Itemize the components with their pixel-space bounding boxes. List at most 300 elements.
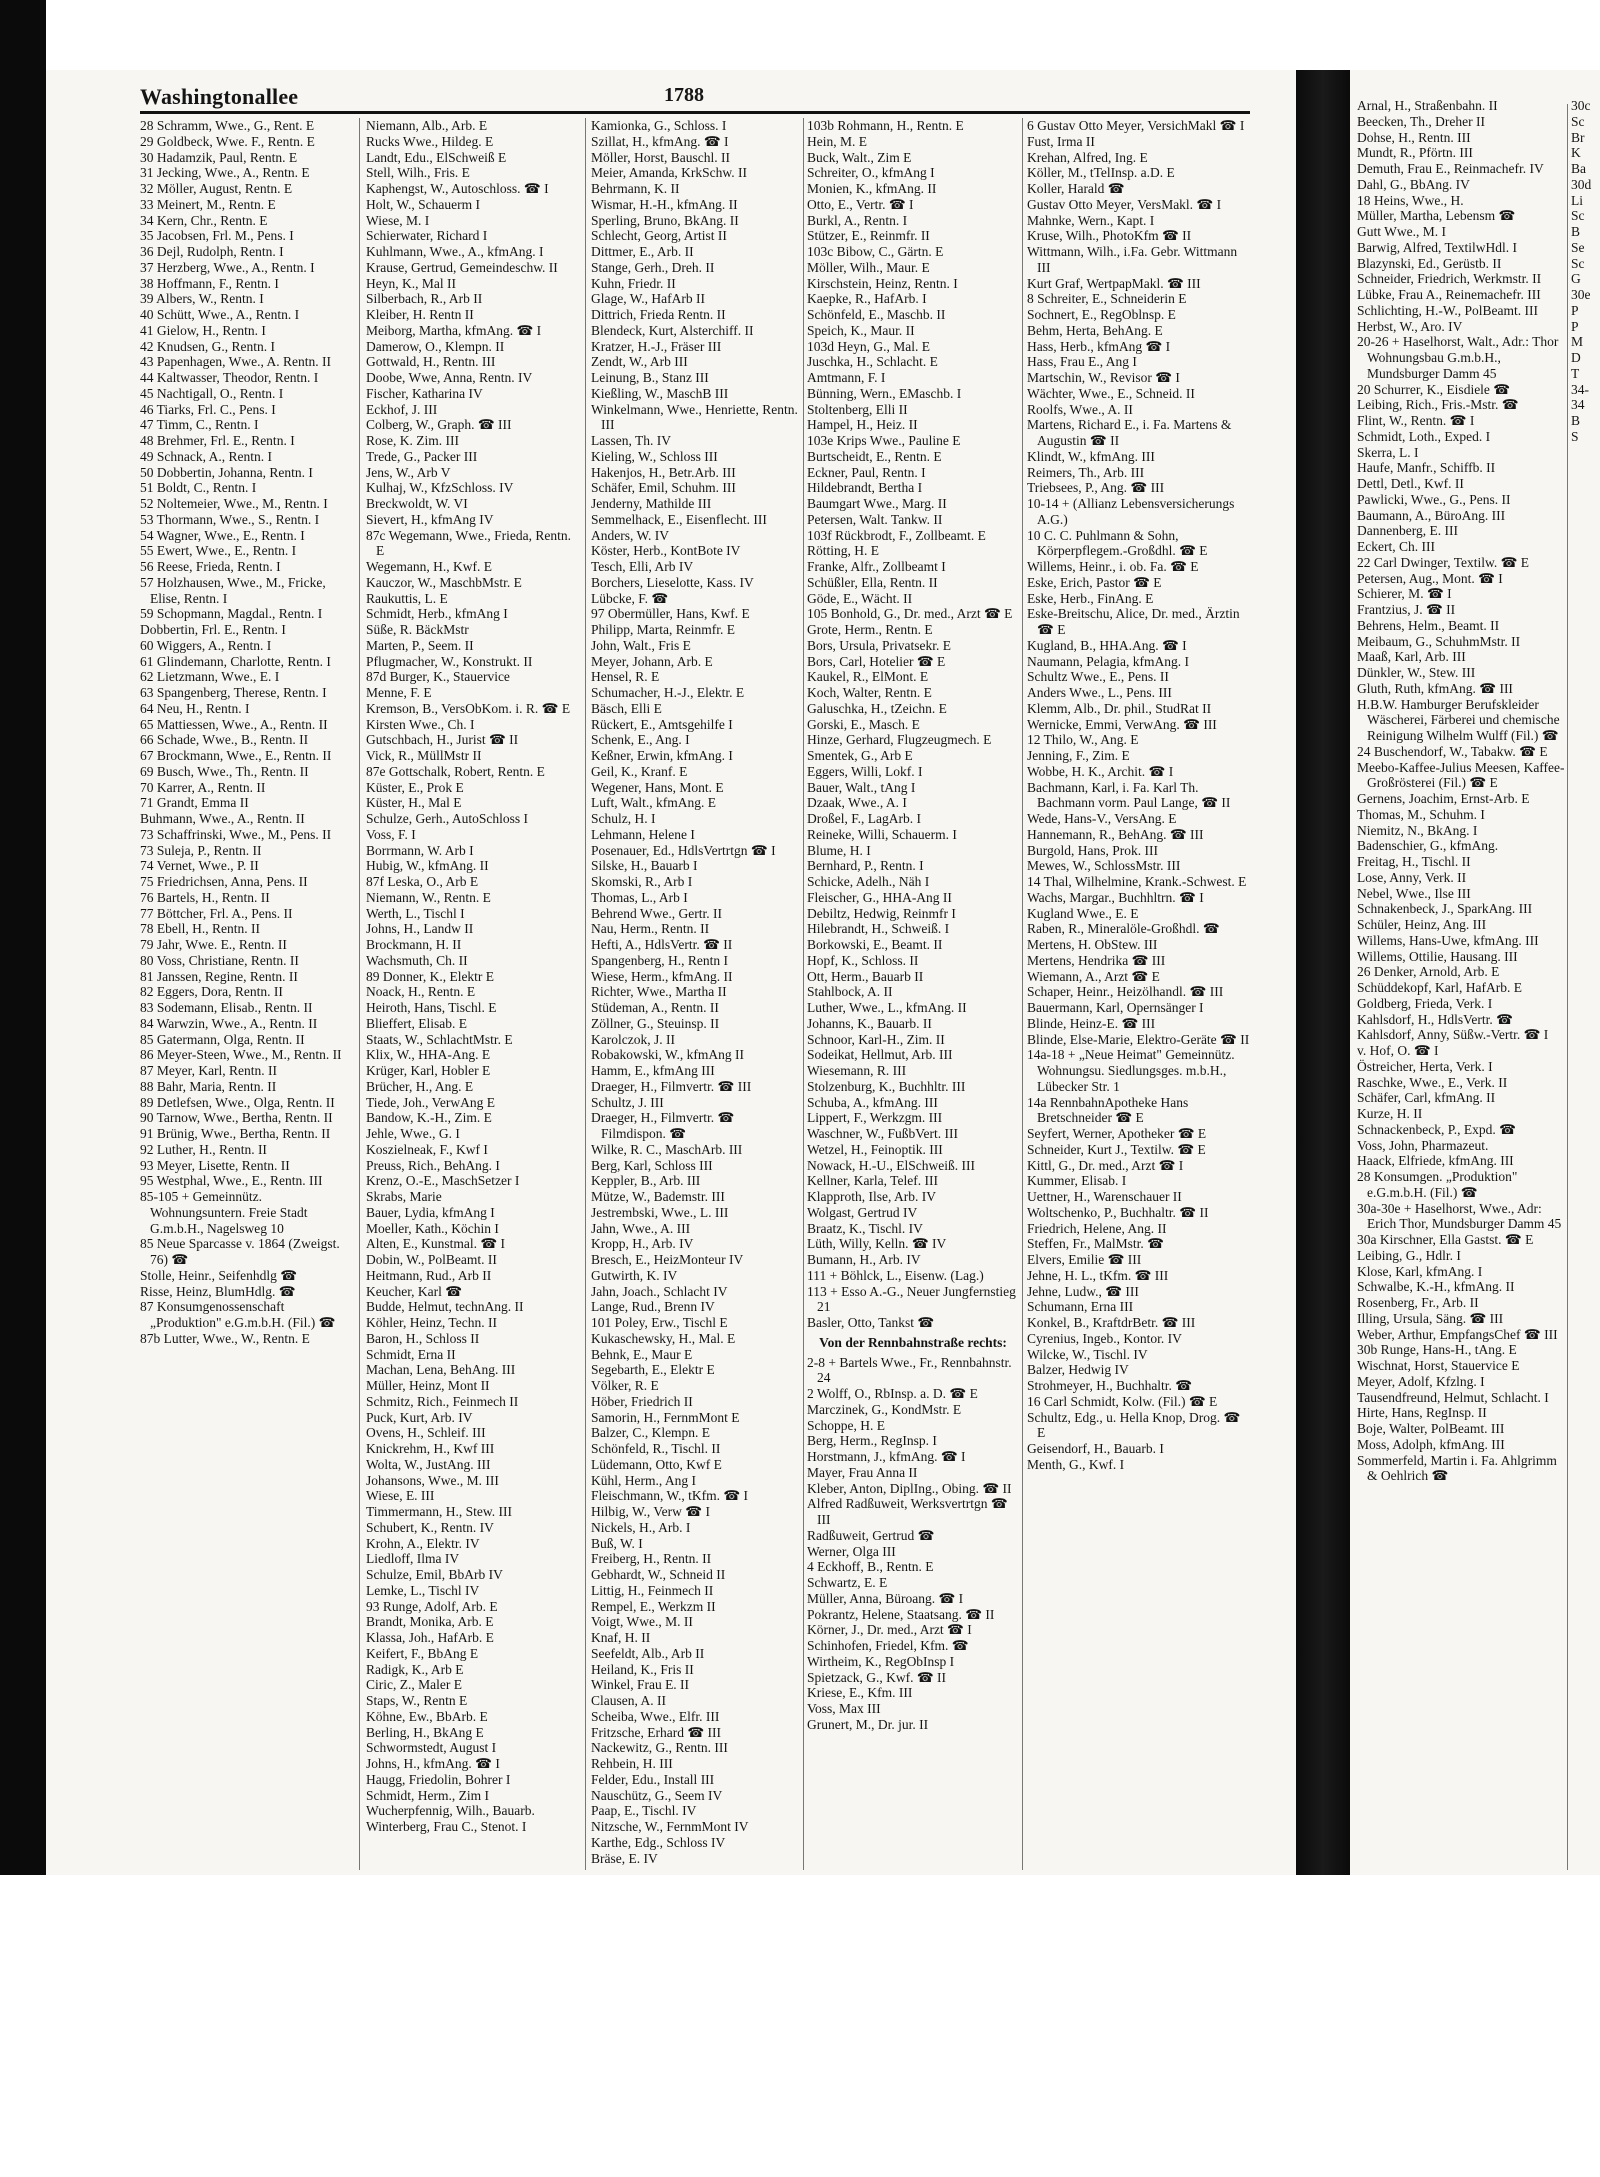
- directory-entry: 74 Vernet, Wwe., P. II: [140, 858, 259, 874]
- directory-entry: Badenschier, G., kfmAng.: [1357, 838, 1499, 854]
- directory-entry: Kaphengst, W., Autoschloss. ☎ I: [366, 181, 549, 196]
- directory-entry: Dittmer, E., Arb. II: [591, 244, 694, 259]
- directory-entry: Ott, Herm., Bauarb II: [807, 968, 924, 984]
- directory-entry: 26 Denker, Arnold, Arb. E: [1357, 964, 1500, 980]
- directory-entry: Wischnat, Horst, Stauervice E: [1357, 1358, 1520, 1373]
- directory-entry: Wegemann, H., Kwf. E: [366, 559, 493, 574]
- directory-entry: Johns, H., Landw II: [366, 921, 474, 937]
- directory-entry: P: [1571, 318, 1579, 334]
- directory-entry: Thomas, L., Arb I: [591, 889, 688, 905]
- directory-entry: 87c Wegemann, Wwe., Frieda, Rentn. E: [366, 527, 575, 559]
- book-gutter-shadow: [1296, 70, 1350, 1875]
- directory-entry: Arnal, H., Straßenbahn. II: [1357, 98, 1498, 113]
- directory-entry: Köller, M., tTelInsp. a.D. E: [1027, 165, 1175, 181]
- directory-entry: Woltschenko, P., Buchhaltr. ☎ II: [1027, 1204, 1209, 1220]
- directory-entry: Dahl, G., BbAng. IV: [1357, 176, 1470, 192]
- directory-entry: Schneider, Friedrich, Werkmstr. II: [1357, 271, 1542, 287]
- directory-entry: Rucks Wwe., Hildeg. E: [366, 133, 494, 149]
- directory-entry: Fust, Irma II: [1027, 133, 1095, 149]
- directory-entry: H.B.W. Hamburger Berufskleider Wäscherei, Färberei und chemische Reinigung Wilhelm Wulff (Fil.) ☎: [1357, 696, 1564, 743]
- directory-entry: B: [1571, 413, 1581, 428]
- directory-entry: John, Walt., Fris E: [591, 637, 691, 653]
- directory-entry: 103f Rückbrodt, F., Zollbeamt. E: [807, 527, 986, 543]
- directory-entry: 30d: [1571, 176, 1592, 192]
- directory-entry: 95 Westphal, Wwe., E., Rentn. III: [140, 1173, 323, 1189]
- directory-entry: Bauer, Lydia, kfmAng I: [366, 1204, 495, 1220]
- directory-entry: Krüger, Karl, Hobler E: [366, 1063, 491, 1078]
- directory-entry: Anders Wwe., L., Pens. III: [1027, 685, 1172, 700]
- directory-entry: Keppler, B., Arb. III: [591, 1173, 701, 1189]
- directory-entry: Alfred Radßuweit, Werksvertrtgn ☎ III: [807, 1496, 1012, 1527]
- directory-entry: Leinung, B., Stanz III: [591, 370, 709, 385]
- directory-entry: Hass, Frau E., Ang I: [1027, 354, 1137, 370]
- directory-entry: Grote, Herm., Rentn. E: [807, 622, 933, 637]
- directory-entry: Krause, Gertrud, Gemeindeschw. II: [366, 259, 558, 275]
- directory-entry: Winterberg, Frau C., Stenot. I: [366, 1819, 527, 1834]
- directory-entry: Rempel, E., Werkzm II: [591, 1598, 716, 1614]
- directory-entry: Gluth, Ruth, kfmAng. ☎ III: [1357, 680, 1513, 696]
- directory-entry: Grunert, M., Dr. jur. II: [807, 1716, 929, 1732]
- directory-entry: Bünning, Wern., EMaschb. I: [807, 385, 962, 401]
- directory-entry: Schnakenbeck, J., SparkAng. III: [1357, 901, 1533, 917]
- directory-entry: Ciric, Z., Maler E: [366, 1677, 462, 1693]
- directory-entry: Schubert, K., Rentn. IV: [366, 1519, 494, 1535]
- directory-entry: 30 Hadamzik, Paul, Rentn. E: [140, 149, 298, 165]
- directory-entry: Brandt, Monika, Arb. E: [366, 1614, 494, 1630]
- directory-entry: Ovens, H., Schleif. III: [366, 1425, 486, 1441]
- directory-entry: 91 Brünig, Wwe., Bertha, Rentn. II: [140, 1126, 331, 1141]
- directory-entry: Draeger, H., Filmvertr. ☎ Filmdispon. ☎: [591, 1110, 738, 1141]
- directory-entry: Dobin, W., PolBeamt. II: [366, 1252, 497, 1267]
- directory-entry: Felder, Edu., Install III: [591, 1771, 715, 1787]
- directory-column-5: [1027, 118, 1251, 1873]
- directory-entry: Buck, Walt., Zim E: [807, 149, 912, 165]
- directory-entry: Segebarth, E., Elektr E: [591, 1362, 715, 1378]
- directory-entry: Boje, Walter, PolBeamt. III: [1357, 1421, 1505, 1436]
- directory-entry: Hensel, R. E: [591, 669, 660, 685]
- directory-entry: Koch, Walter, Rentn. E: [807, 685, 932, 700]
- directory-entry: Gutschbach, H., Jurist ☎ II: [366, 732, 519, 748]
- directory-entry: Heitmann, Rud., Arb II: [366, 1267, 492, 1283]
- directory-entry: Fleischmann, W., tKfm. ☎ I: [591, 1488, 749, 1504]
- directory-entry: Werner, Olga III: [807, 1543, 896, 1559]
- directory-entry: Hinze, Gerhard, Flugzeugmech. E: [807, 732, 992, 748]
- directory-entry: Schüler, Heinz, Ang. III: [1357, 917, 1487, 932]
- directory-entry: 81 Janssen, Regine, Rentn. II: [140, 968, 298, 984]
- directory-entry: Pokrantz, Helene, Staatsang. ☎ II: [807, 1606, 995, 1622]
- directory-entry: Dobbertin, Frl. E., Rentn. I: [140, 622, 286, 637]
- directory-entry: Posenauer, Ed., HdlsVertrtgn ☎ I: [591, 842, 776, 858]
- directory-entry: 84 Warwzin, Wwe., A., Rentn. II: [140, 1015, 318, 1031]
- directory-entry: Stange, Gerh., Dreh. II: [591, 259, 715, 275]
- directory-entry: Mewes, W., SchlossMstr. III: [1027, 858, 1181, 874]
- directory-entry: Berg, Karl, Schloss III: [591, 1157, 713, 1173]
- directory-entry: Sperling, Bruno, BkAng. II: [591, 212, 739, 228]
- directory-entry: Buhmann, Wwe., A., Rentn. II: [140, 811, 305, 826]
- directory-entry: Wolgast, Gertrud IV: [807, 1204, 918, 1220]
- directory-entry: Wucherpfennig, Wilh., Bauarb.: [366, 1803, 535, 1819]
- directory-entry: Triebsees, P., Ang. ☎ III: [1027, 480, 1165, 496]
- directory-entry: Bandow, K.-H., Zim. E: [366, 1110, 492, 1126]
- directory-entry: 34 Kern, Chr., Rentn. E: [140, 212, 268, 228]
- directory-entry: Schäfer, Carl, kfmAng. II: [1357, 1090, 1496, 1106]
- directory-entry: Wetzel, H., Feinoptik. III: [807, 1141, 943, 1157]
- directory-entry: Franke, Alfr., Zollbeamt I: [807, 559, 946, 574]
- directory-entry: Wolta, W., JustAng. III: [366, 1456, 491, 1472]
- directory-entry: Köhne, Ew., BbArb. E: [366, 1708, 488, 1724]
- directory-entry: 80 Voss, Christiane, Rentn. II: [140, 952, 299, 968]
- directory-entry: Blume, H. I: [807, 842, 871, 858]
- directory-entry: Schwartz, E. E: [807, 1575, 888, 1590]
- directory-entry: Göde, E., Wächt. II: [807, 590, 913, 606]
- directory-entry: Johansons, Wwe., M. III: [366, 1472, 499, 1488]
- directory-entry: Colberg, W., Graph. ☎ III: [366, 417, 512, 433]
- directory-entry: Galuschka, H., tZeichn. E: [807, 700, 947, 716]
- directory-entry: Behrens, Helm., Beamt. II: [1357, 617, 1500, 633]
- directory-entry: 90 Tarnow, Wwe., Bertha, Rentn. II: [140, 1110, 333, 1126]
- directory-entry: Nitzsche, W., FernmMont IV: [591, 1819, 749, 1834]
- directory-entry: Spangenberg, H., Rentn I: [591, 952, 728, 968]
- directory-entry: Elvers, Emilie ☎ III: [1027, 1252, 1142, 1267]
- directory-entry: Hubig, W., kfmAng. II: [366, 858, 489, 874]
- directory-entry: Baumgart Wwe., Marg. II: [807, 496, 947, 511]
- directory-entry: 113 + Esso A.-G., Neuer Jungfernstieg 21: [807, 1283, 1019, 1315]
- directory-entry: 87 Konsumgenossenschaft „Produktion" e.G.m.b.H. (Fil.) ☎: [140, 1299, 336, 1330]
- directory-entry: 88 Bahr, Maria, Rentn. II: [140, 1078, 277, 1094]
- directory-entry: Stell, Wilh., Fris. E: [366, 165, 470, 181]
- directory-entry: Schmidt, Herb., kfmAng I: [366, 606, 508, 622]
- directory-entry: 46 Tiarks, Frl. C., Pens. I: [140, 401, 276, 417]
- directory-entry: Haufe, Manfr., Schiffb. II: [1357, 460, 1496, 476]
- directory-entry: 73 Schaffrinski, Wwe., M., Pens. II: [140, 826, 332, 842]
- directory-entry: Pawlicki, Wwe., G., Pens. II: [1357, 491, 1511, 507]
- directory-entry: 85 Gatermann, Olga, Rentn. II: [140, 1031, 305, 1047]
- directory-entry: S: [1571, 428, 1579, 444]
- directory-entry: Preuss, Rich., BehAng. I: [366, 1157, 500, 1173]
- directory-entry: Lassen, Th. IV: [591, 433, 671, 448]
- directory-entry: Nau, Herm., Rentn. II: [591, 921, 710, 937]
- directory-entry: Voss, Max III: [807, 1701, 881, 1716]
- directory-entry: Jahn, Wwe., A. III: [591, 1220, 691, 1236]
- directory-entry: Meiborg, Martha, kfmAng. ☎ I: [366, 322, 542, 338]
- directory-entry: Kratzer, H.-J., Fräser III: [591, 338, 722, 354]
- directory-entry: Kaepke, R., HafArb. I: [807, 291, 927, 307]
- directory-entry: Klapproth, Ilse, Arb. IV: [807, 1189, 936, 1204]
- directory-entry: 89 Donner, K., Elektr E: [366, 968, 495, 984]
- directory-entry: K: [1571, 145, 1581, 161]
- directory-entry: Risse, Heinz, BlumHdlg. ☎: [140, 1283, 296, 1299]
- directory-entry: Borchers, Lieselotte, Kass. IV: [591, 574, 754, 590]
- directory-entry: Robakowski, W., kfmAng II: [591, 1047, 744, 1063]
- directory-entry: Eske-Breitschu, Alice, Dr. med., Ärztin ☎ E: [1027, 606, 1243, 637]
- directory-entry: Schaper, Heinr., Heizölhandl. ☎ III: [1027, 984, 1224, 1000]
- directory-entry: Willems, Hans-Uwe, kfmAng. III: [1357, 932, 1539, 948]
- directory-entry: Schwormstedt, August I: [366, 1740, 497, 1756]
- directory-entry: Geisendorf, H., Bauarb. I: [1027, 1441, 1164, 1456]
- directory-entry: Eggers, Willi, Lokf. I: [807, 763, 923, 779]
- directory-entry: 61 Glindemann, Charlotte, Rentn. I: [140, 653, 331, 669]
- directory-entry: Eckhof, J. III: [366, 401, 438, 417]
- directory-entry: 34-: [1571, 381, 1589, 397]
- directory-entry: 63 Spangenberg, Therese, Rentn. I: [140, 685, 327, 700]
- directory-entry: Alten, E., Kunstmal. ☎ I: [366, 1236, 506, 1252]
- directory-entry: 69 Busch, Wwe., Th., Rentn. II: [140, 763, 309, 779]
- directory-entry: Steffen, Fr., MalMstr. ☎: [1027, 1236, 1164, 1252]
- directory-entry: Klassa, Joh., HafArb. E: [366, 1630, 494, 1645]
- directory-entry: 12 Thilo, W., Ang. E: [1027, 732, 1139, 748]
- directory-entry: Schreiter, O., kfmAng I: [807, 165, 935, 181]
- directory-entry: Se: [1571, 239, 1585, 255]
- directory-entry: Timmermann, H., Stew. III: [366, 1504, 512, 1519]
- directory-entry: Vick, R., MüllMstr II: [366, 748, 482, 763]
- directory-entry: Schumann, Erna III: [1027, 1299, 1134, 1315]
- directory-entry: Wächter, Wwe., E., Schneid. II: [1027, 385, 1195, 401]
- directory-entry: Skerra, L. I: [1357, 444, 1419, 460]
- directory-entry: Schlichting, H.-W., PolBeamt. III: [1357, 302, 1538, 318]
- directory-entry: 41 Gielow, H., Rentn. I: [140, 322, 266, 338]
- directory-entry: Droßel, F., LagArb. I: [807, 811, 922, 826]
- directory-entry: Anders, W. IV: [591, 527, 669, 543]
- directory-entry: Wobbe, H. K., Archit. ☎ I: [1027, 763, 1174, 779]
- directory-entry: Damerow, O., Klempn. II: [366, 338, 505, 354]
- directory-entry: Behm, Herta, BehAng. E: [1027, 322, 1163, 338]
- directory-entry: Raukuttis, L. E: [366, 590, 448, 606]
- directory-entry: Kropp, H., Arb. IV: [591, 1236, 694, 1252]
- directory-entry: Breckwoldt, W. VI: [366, 496, 468, 511]
- directory-entry: Kirschstein, Heinz, Rentn. I: [807, 275, 958, 291]
- directory-entry: Wiese, E. III: [366, 1488, 435, 1504]
- directory-entry: Liedloff, Ilma IV: [366, 1551, 460, 1567]
- header-rule: [140, 111, 1250, 114]
- directory-entry: Klindt, W., kfmAng. III: [1027, 448, 1155, 464]
- directory-entry: Hamm, E., kfmAng III: [591, 1063, 715, 1078]
- directory-entry: 97 Obermüller, Hans, Kwf. E: [591, 606, 750, 622]
- directory-entry: 82 Eggers, Dora, Rentn. II: [140, 984, 283, 1000]
- directory-entry: 83 Sodemann, Elisab., Rentn. II: [140, 1000, 313, 1015]
- directory-entry: Schönfeld, R., Tischl. II: [591, 1441, 721, 1456]
- directory-entry: Brockmann, H. II: [366, 937, 462, 952]
- directory-entry: Paap, E., Tischl. IV: [591, 1803, 697, 1819]
- directory-entry: Wirtheim, K., RegObInsp I: [807, 1653, 955, 1669]
- directory-entry: 85-105 + Gemeinnütz. Wohnungsuntern. Freie Stadt G.m.b.H., Nagelsweg 10: [140, 1189, 311, 1236]
- directory-entry: Wiemann, A., Arzt ☎ E: [1027, 968, 1160, 984]
- directory-entry: 103e Krips Wwe., Pauline E: [807, 433, 961, 448]
- directory-entry: 87b Lutter, Wwe., W., Rentn. E: [140, 1330, 310, 1346]
- directory-entry: Schultz Wwe., E., Pens. II: [1027, 669, 1169, 685]
- directory-entry: Blazynski, Ed., Gerüstb. II: [1357, 255, 1502, 271]
- directory-entry: Basler, Otto, Tankst ☎: [807, 1315, 935, 1330]
- directory-column-7-cropped: [1571, 98, 1600, 1853]
- directory-entry: Kießling, W., MaschB III: [591, 385, 729, 401]
- directory-entry: Barwig, Alfred, TextilwHdl. I: [1357, 239, 1518, 255]
- directory-entry: 93 Runge, Adolf, Arb. E: [366, 1598, 498, 1614]
- directory-entry: Schüddekopf, Karl, HafArb. E: [1357, 980, 1522, 995]
- directory-entry: 30a Kirschner, Ella Gastst. ☎ E: [1357, 1232, 1534, 1247]
- directory-entry: Puck, Kurt, Arb. IV: [366, 1409, 473, 1425]
- directory-entry: Sochnert, E., RegOblnsp. E: [1027, 307, 1176, 322]
- directory-entry: Wede, Hans-V., VersAng. E: [1027, 811, 1177, 826]
- directory-entry: Blendeck, Kurt, Alsterchiff. II: [591, 322, 754, 338]
- directory-entry: Ba: [1571, 161, 1586, 176]
- directory-entry: 53 Thormann, Wwe., S., Rentn. I: [140, 511, 320, 527]
- directory-entry: Willems, Ottilie, Hausang. III: [1357, 948, 1518, 964]
- directory-entry: 48 Brehmer, Frl. E., Rentn. I: [140, 433, 295, 448]
- directory-entry: Niemann, W., Rentn. E: [366, 889, 491, 905]
- directory-entry: Reineke, Willi, Schauerm. I: [807, 826, 957, 842]
- directory-entry: 35 Jacobsen, Frl. M., Pens. I: [140, 228, 294, 244]
- directory-entry: Kahlsdorf, Anny, Süßw.-Vertr. ☎ I: [1357, 1027, 1549, 1043]
- directory-entry: Haugg, Friedolin, Bohrer I: [366, 1771, 511, 1787]
- directory-entry: 55 Ewert, Wwe., E., Rentn. I: [140, 543, 297, 559]
- directory-entry: Thomas, M., Schuhm. I: [1357, 806, 1485, 822]
- directory-entry: Kugland Wwe., E. E: [1027, 905, 1139, 921]
- directory-entry: 14a-18 + „Neue Heimat" Gemeinnütz. Wohnungsu. Siedlungsges. m.b.H., Lübecker Str. 1: [1027, 1047, 1238, 1094]
- directory-entry: Karthe, Edg., Schloss IV: [591, 1834, 726, 1850]
- directory-entry: Stoltenberg, Elli II: [807, 401, 908, 417]
- directory-entry: Staats, W., SchlachtMstr. E: [366, 1031, 513, 1047]
- directory-entry: Koller, Harald ☎: [1027, 181, 1125, 196]
- directory-entry: Schulze, Emil, BbArb IV: [366, 1567, 503, 1582]
- directory-entry: Meyer, Adolf, Kfzlng. I: [1357, 1373, 1485, 1389]
- directory-entry: Waschner, W., FußbVert. III: [807, 1126, 958, 1141]
- directory-entry: 28 Schramm, Wwe., G., Rent. E: [140, 118, 315, 133]
- directory-entry: Dannenberg, E. III: [1357, 523, 1458, 539]
- directory-entry: Knaf, H. II: [591, 1630, 651, 1645]
- directory-entry: Dettl, Detl., Kwf. II: [1357, 476, 1464, 491]
- directory-entry: Fleischer, G., HHA-Ang II: [807, 889, 952, 905]
- directory-entry: Krenz, O.-E., MaschSetzer I: [366, 1173, 520, 1189]
- directory-entry: Gottwald, H., Rentn. III: [366, 354, 496, 370]
- directory-entry: Glage, W., HafArb II: [591, 291, 705, 307]
- directory-entry: Machan, Lena, BehAng. III: [366, 1362, 516, 1378]
- directory-entry: Jenderny, Mathilde III: [591, 496, 712, 511]
- directory-entry: Monien, K., kfmAng. II: [807, 181, 937, 196]
- directory-entry: Lemke, L., Tischl IV: [366, 1582, 480, 1598]
- directory-entry: Küster, H., Mal E: [366, 795, 462, 811]
- directory-entry: Stolle, Heinr., Seifenhdlg ☎: [140, 1267, 298, 1283]
- directory-entry: Spietzack, G., Kwf. ☎ II: [807, 1669, 947, 1685]
- directory-entry: Voss, John, Pharmazeut.: [1357, 1137, 1489, 1153]
- directory-entry: Leibing, Rich., Fris.-Mstr. ☎: [1357, 397, 1519, 413]
- directory-entry: Burtscheidt, E., Rentn. E: [807, 448, 942, 464]
- directory-entry: Stahlbock, A. II: [807, 984, 893, 1000]
- directory-entry: Nowack, H.-U., ElSchweiß. III: [807, 1157, 975, 1173]
- directory-entry: Kühl, Herm., Ang I: [591, 1472, 696, 1488]
- directory-entry: Otto, E., Vertr. ☎ I: [807, 196, 914, 212]
- directory-entry: 24 Buschendorf, W., Tabakw. ☎ E: [1357, 743, 1548, 759]
- directory-entry: Mayer, Frau Anna II: [807, 1464, 918, 1480]
- directory-entry: Kurt Graf, WertpapMakl. ☎ III: [1027, 275, 1201, 291]
- directory-entry: 28 Konsumgen. „Produktion" e.G.m.b.H. (Fil.) ☎: [1357, 1169, 1521, 1200]
- directory-entry: Mertens, Hendrika ☎ III: [1027, 952, 1166, 968]
- directory-entry: 39 Albers, W., Rentn. I: [140, 291, 264, 307]
- directory-entry: Willems, Heinr., i. ob. Fa. ☎ E: [1027, 559, 1199, 574]
- directory-entry: Kamionka, G., Schloss. I: [591, 118, 727, 133]
- directory-entry: Beecken, Th., Dreher II: [1357, 113, 1485, 129]
- directory-entry: 54 Wagner, Wwe., E., Rentn. I: [140, 527, 305, 543]
- directory-entry: Wiesemann, R. III: [807, 1063, 907, 1078]
- directory-entry: 78 Ebell, H., Rentn. II: [140, 921, 260, 937]
- directory-entry: Scheiba, Wwe., Elfr. III: [591, 1708, 720, 1724]
- directory-entry: Johanns, K., Bauarb. II: [807, 1015, 932, 1031]
- directory-entry: 16 Carl Schmidt, Kolw. (Fil.) ☎ E: [1027, 1393, 1218, 1409]
- directory-entry: Nauschütz, G., Seem IV: [591, 1787, 723, 1803]
- directory-entry: Samorin, H., FernmMont E: [591, 1409, 740, 1425]
- directory-entry: 30e: [1571, 287, 1591, 302]
- directory-entry: M: [1571, 334, 1584, 350]
- directory-entry: Schäfer, Emil, Schuhm. III: [591, 480, 736, 496]
- column-divider: [803, 118, 804, 1870]
- directory-entry: 101 Poley, Erw., Tischl E: [591, 1315, 728, 1330]
- directory-entry: Hildebrandt, Bertha I: [807, 480, 923, 496]
- directory-entry: Müller, Martha, Lebensm ☎: [1357, 208, 1516, 224]
- directory-entry: Gustav Otto Meyer, VersMakl. ☎ I: [1027, 196, 1222, 212]
- directory-entry: 18 Heins, Wwe., H.: [1357, 192, 1464, 208]
- directory-entry: 10-14 + (Allianz Lebensversicherungs A.G.): [1027, 496, 1238, 527]
- directory-entry: Kriese, E., Kfm. III: [807, 1685, 913, 1701]
- directory-entry: Werth, L., Tischl I: [366, 905, 465, 921]
- directory-entry: 8 Schreiter, E., Schneiderin E: [1027, 291, 1187, 307]
- directory-entry: Hein, M. E: [807, 133, 867, 149]
- directory-entry: Mütze, W., Bademstr. III: [591, 1189, 725, 1204]
- directory-entry: Schierer, M. ☎ I: [1357, 586, 1452, 602]
- directory-entry: Kruse, Wilh., PhotoKfm ☎ II: [1027, 228, 1192, 244]
- directory-entry: Tesch, Elli, Arb IV: [591, 559, 694, 574]
- directory-entry: Brücher, H., Ang. E: [366, 1078, 474, 1094]
- directory-entry: 52 Noltemeier, Wwe., M., Rentn. I: [140, 496, 328, 511]
- directory-entry: Luther, Wwe., L., kfmAng. II: [807, 1000, 967, 1015]
- directory-entry: Meibaum, G., SchuhmMstr. II: [1357, 633, 1521, 649]
- directory-entry: Hampel, H., Heiz. II: [807, 417, 918, 433]
- directory-entry: 44 Kaltwasser, Theodor, Rentn. I: [140, 370, 319, 385]
- directory-entry: Juschka, H., Schlacht. E: [807, 354, 938, 370]
- directory-entry: Goldberg, Frieda, Verk. I: [1357, 995, 1493, 1011]
- directory-entry: 111 + Böhlck, L., Eisenw. (Lag.): [807, 1267, 984, 1283]
- directory-entry: Mertens, H. ObStew. III: [1027, 937, 1158, 952]
- directory-entry: Hirte, Hans, RegInsp. II: [1357, 1405, 1487, 1421]
- directory-entry: Behrend Wwe., Gertr. II: [591, 905, 722, 921]
- directory-entry: Jahn, Joach., Schlacht IV: [591, 1283, 728, 1299]
- directory-entry: Mahnke, Wern., Kapt. I: [1027, 212, 1155, 228]
- directory-entry: Seyfert, Werner, Apotheker ☎ E: [1027, 1126, 1207, 1141]
- directory-entry: Möller, Horst, Bauschl. II: [591, 149, 730, 165]
- directory-entry: Kaukel, R., ElMont. E: [807, 669, 929, 685]
- directory-entry: Lippert, F., Werkzgm. III: [807, 1110, 943, 1126]
- directory-entry: Niemitz, N., BkAng. I: [1357, 822, 1478, 838]
- directory-entry: Koszielneak, F., Kwf I: [366, 1141, 488, 1157]
- directory-entry: Budde, Helmut, technAng. II: [366, 1299, 524, 1315]
- directory-entry: Rötting, H. E: [807, 543, 880, 559]
- directory-entry: Schmidt, Erna II: [366, 1346, 456, 1362]
- directory-entry: B: [1571, 224, 1581, 239]
- directory-entry: Bors, Ursula, Privatsekr. E: [807, 637, 951, 653]
- directory-entry: P: [1571, 302, 1579, 318]
- directory-entry: 20 Schurrer, K., Eisdiele ☎: [1357, 381, 1511, 397]
- directory-entry: Meebo-Kaffee-Julius Meesen, Kaffee-Großrösterei (Fil.) ☎ E: [1357, 759, 1565, 791]
- directory-entry: Niemann, Alb., Arb. E: [366, 118, 488, 133]
- directory-entry: 43 Papenhagen, Wwe., A. Rentn. II: [140, 354, 331, 370]
- directory-entry: Winkel, Frau E. II: [591, 1677, 690, 1693]
- directory-entry: Schönfeld, E., Maschb. II: [807, 307, 946, 322]
- directory-entry: Krehan, Alfred, Ing. E: [1027, 149, 1148, 165]
- directory-entry: Schulz, H. I: [591, 811, 656, 826]
- directory-entry: Berling, H., BkAng E: [366, 1724, 484, 1740]
- directory-entry: Körner, J., Dr. med., Arzt ☎ I: [807, 1622, 972, 1638]
- directory-entry: Radßuweit, Gertrud ☎: [807, 1527, 935, 1543]
- directory-entry: Herbst, W., Aro. IV: [1357, 318, 1463, 334]
- directory-entry: Gernens, Joachim, Ernst-Arb. E: [1357, 791, 1530, 806]
- directory-entry: Haack, Elfriede, kfmAng. III: [1357, 1153, 1514, 1169]
